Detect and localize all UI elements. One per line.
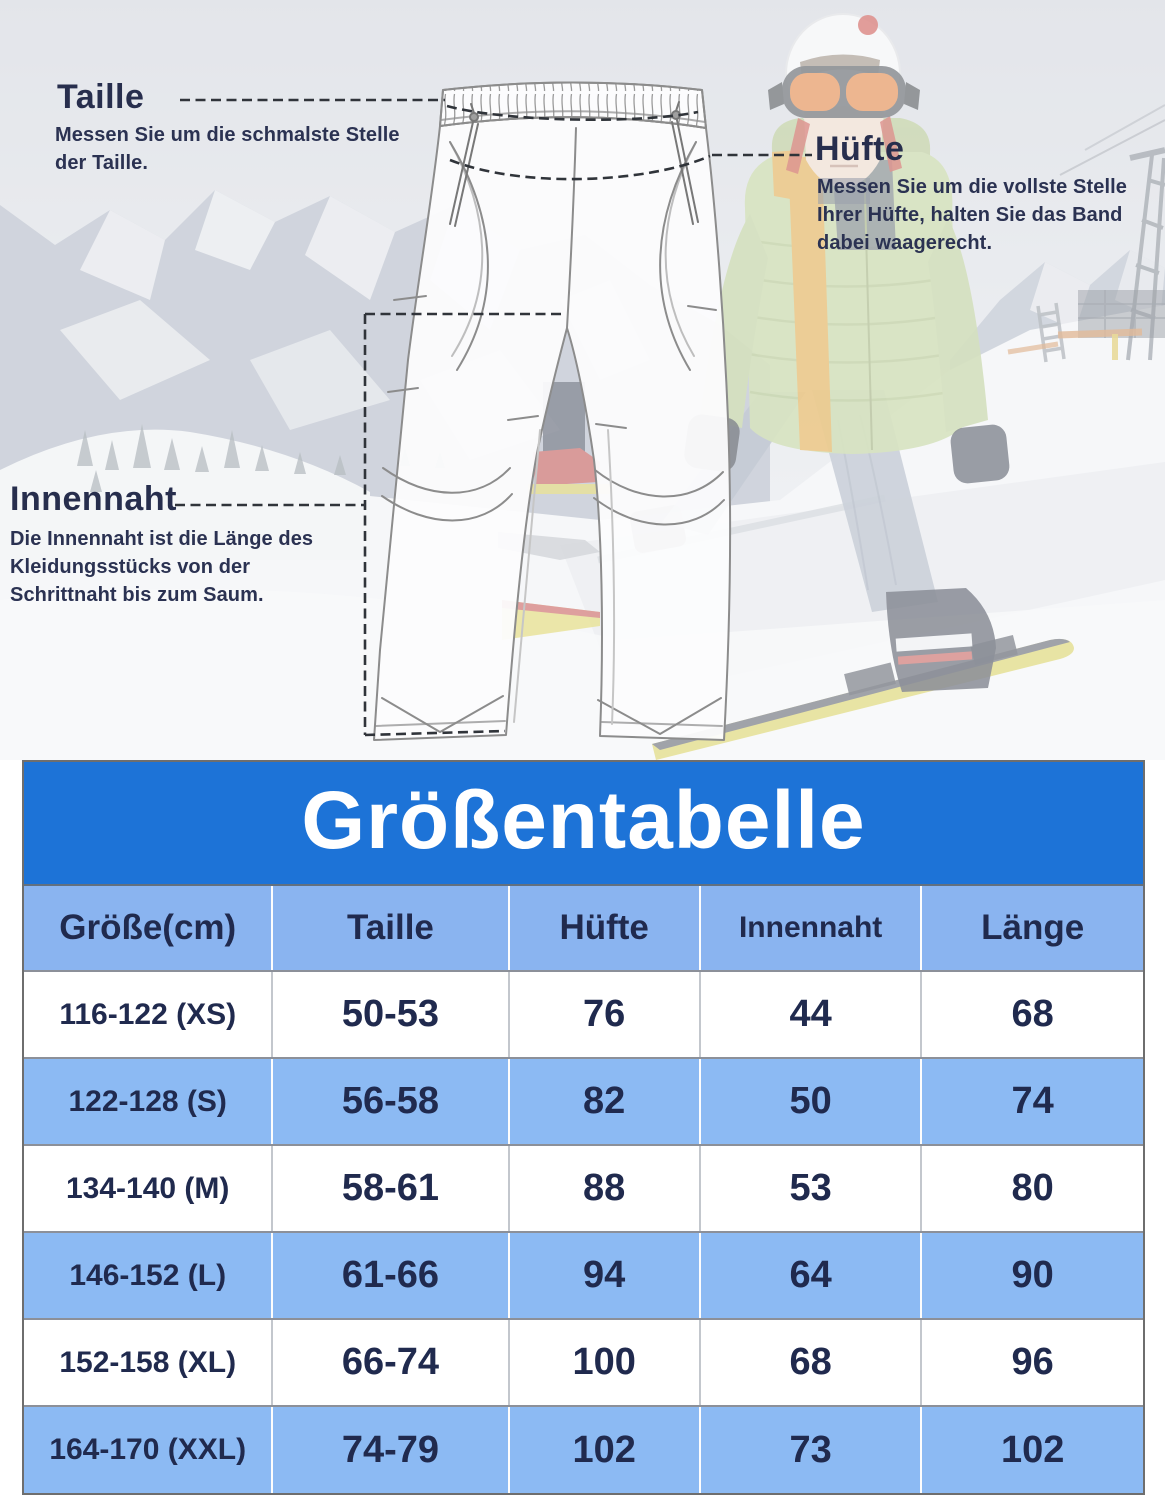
cell: 80 [921,1145,1143,1232]
cell: 146-152 (L) [24,1232,272,1319]
cell: 50-53 [272,971,508,1058]
column-header-groesse: Größe(cm) [24,886,272,971]
column-header-huefte: Hüfte [509,886,700,971]
cell: 164-170 (XXL) [24,1406,272,1493]
cell: 64 [700,1232,922,1319]
cell: 66-74 [272,1319,508,1406]
cell: 74-79 [272,1406,508,1493]
size-table [22,760,1145,1495]
huefte-description: Messen Sie um die vollste Stelle Ihrer Hüfte, halten Sie das Band dabei waagerecht. [817,176,1127,254]
column-header-taille: Taille [272,886,508,971]
cell: 76 [509,971,700,1058]
column-header-laenge: Länge [921,886,1143,971]
cell: 68 [921,971,1143,1058]
cell: 90 [921,1232,1143,1319]
table-row-xl [24,1319,1143,1406]
size-chart [24,886,1143,1493]
cell: 73 [700,1406,922,1493]
cell: 68 [700,1319,922,1406]
cell: 102 [921,1406,1143,1493]
cell: 88 [509,1145,700,1232]
table-row-xs [24,971,1143,1058]
cell: 61-66 [272,1232,508,1319]
cell: 58-61 [272,1145,508,1232]
cell: 94 [509,1232,700,1319]
innennaht-label: Innennaht [10,480,177,518]
cell: 56-58 [272,1058,508,1145]
cell: 74 [921,1058,1143,1145]
innennaht-description: Die Innennaht ist die Länge des Kleidungsstücks von der Schrittnaht bis zum Saum. [10,528,314,606]
table-row-m [24,1145,1143,1232]
cell: 82 [509,1058,700,1145]
taille-description: Messen Sie um die schmalste Stelle der Taille. [55,124,400,174]
table-row-l [24,1232,1143,1319]
taille-label: Taille [57,78,145,116]
size-table-title: Größentabelle [24,762,1143,886]
pants-body [374,117,730,740]
table-row-s [24,1058,1143,1145]
cell: 100 [509,1319,700,1406]
cell: 102 [509,1406,700,1493]
cell: 53 [700,1145,922,1232]
column-header-innennaht: Innennaht [700,886,922,971]
table-row-xxl [24,1406,1143,1493]
cell: 116-122 (XS) [24,971,272,1058]
cell: 50 [700,1058,922,1145]
cell: 122-128 (S) [24,1058,272,1145]
header-row [24,886,1143,971]
huefte-label: Hüfte [815,130,905,168]
cell: 96 [921,1319,1143,1406]
cell: 44 [700,971,922,1058]
cell: 134-140 (M) [24,1145,272,1232]
cell: 152-158 (XL) [24,1319,272,1406]
